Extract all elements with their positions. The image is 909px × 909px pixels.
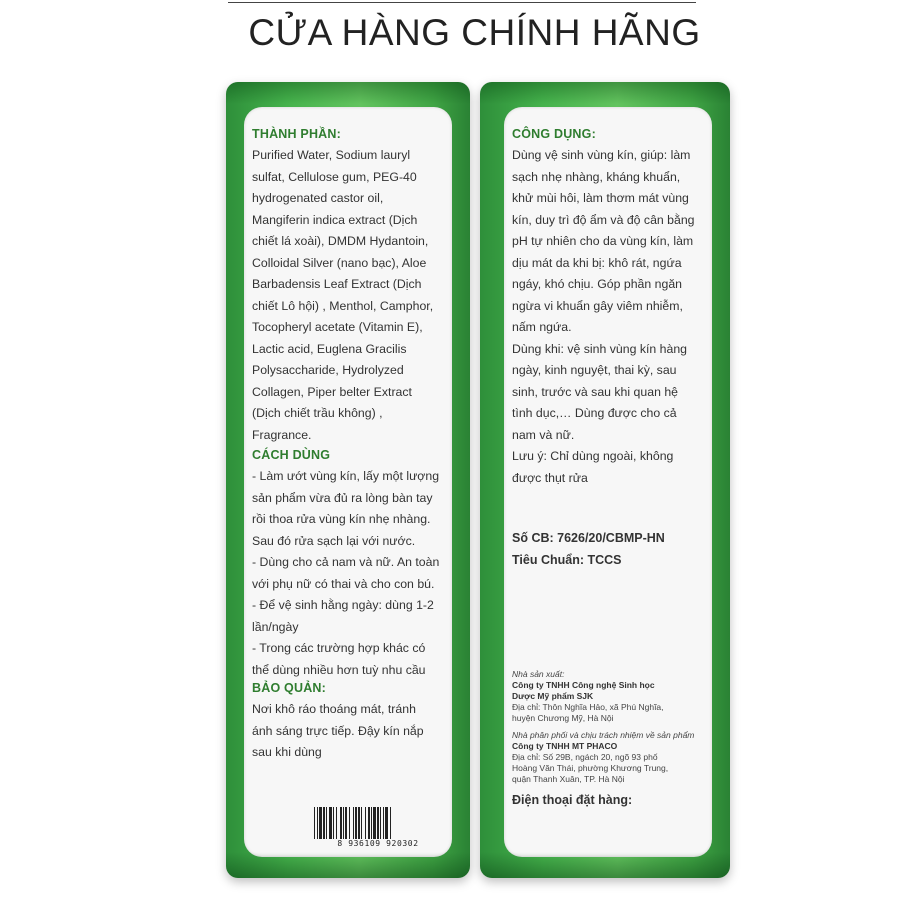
box-bottom-shade <box>226 852 470 878</box>
text-line: sulfat, Cellulose gum, PEG-40 <box>252 169 417 184</box>
text-line: Dùng vệ sinh vùng kín, giúp: làm <box>512 148 691 162</box>
text-line: tình dục,… Dùng được cho cả <box>512 406 677 420</box>
box-top-shade <box>226 82 470 104</box>
uses-title: CÔNG DỤNG: <box>512 127 596 141</box>
when-to-use-text <box>512 339 708 447</box>
distributor-name: Công ty TNHH MT PHACO <box>512 741 618 751</box>
text-line: sau khi dùng <box>252 745 322 759</box>
text-line: nấm ngứa. <box>512 320 572 334</box>
text-line: sạch nhẹ nhàng, kháng khuẩn, <box>512 169 681 184</box>
text-line: hydrogenated castor oil, <box>252 191 384 205</box>
uses-text <box>512 145 708 339</box>
text-line: ngày, kinh nguyệt, thai kỳ, sau <box>512 363 677 377</box>
text-line: thể dùng nhiều hơn tuỳ nhu cầu <box>252 662 426 677</box>
text-line: lần/ngày <box>252 619 299 634</box>
text-line: chiết Lô hội) , Menthol, Camphor, <box>252 298 434 313</box>
storage-title: BẢO QUẢN: <box>252 681 327 695</box>
text-line: rồi thoa rửa vùng kín nhẹ nhàng. <box>252 512 431 526</box>
product-box-left <box>226 82 470 878</box>
text-line: Purified Water, Sodium lauryl <box>252 148 411 162</box>
text-line: Tocopheryl acetate (Vitamin E), <box>252 320 423 334</box>
text-line: khử mùi hôi, làm thơm mát vùng <box>512 191 689 205</box>
text-line: Lactic acid, Euglena Gracilis <box>252 341 407 356</box>
manufacturer-address: huyện Chương Mỹ, Hà Nội <box>512 713 614 723</box>
text-line: Nơi khô ráo thoáng mát, tránh <box>252 702 416 716</box>
text-line: với phụ nữ có thai và cho con bú. <box>252 576 435 591</box>
text-line: kín, duy trì độ ẩm và độ cân bằng <box>512 212 695 227</box>
text-line: ngáy, khó chịu. Góp phần ngăn <box>512 277 683 291</box>
text-line: - Làm ướt vùng kín, lấy một lượng <box>252 469 440 483</box>
text-line: dịu mát da khi bị: khô rát, ngứa <box>512 255 682 270</box>
standard-code: Tiêu Chuẩn: TCCS <box>512 553 622 567</box>
text-line: Lưu ý: Chỉ dùng ngoài, không <box>512 449 674 463</box>
distributor-address: Hoàng Văn Thái, phường Khương Trung, <box>512 763 669 773</box>
text-line: (Dịch chiết trầu không) , <box>252 406 383 420</box>
label-panel-left <box>244 107 452 857</box>
order-phone-label: Điện thoại đặt hàng: <box>512 793 633 807</box>
barcode <box>312 807 444 851</box>
text-line: - Dùng cho cả nam và nữ. An toàn <box>252 555 440 569</box>
product-box-right <box>480 82 730 878</box>
text-line: Mangiferin indica extract (Dịch <box>252 212 418 227</box>
label-content-left <box>252 127 448 764</box>
text-line: - Để vệ sinh hằng ngày: dùng 1-2 <box>252 598 434 612</box>
registration-number: Số CB: 7626/20/CBMP-HN <box>512 531 665 545</box>
box-bottom-shade <box>480 852 730 878</box>
text-line: ánh sáng trực tiếp. Đậy kín nắp <box>252 723 424 738</box>
note-text <box>512 446 708 489</box>
text-line: Collagen, Piper belter Extract <box>252 384 412 399</box>
text-line: Colloidal Silver (nano bạc), Aloe <box>252 255 427 270</box>
usage-text <box>252 466 448 681</box>
label-panel-right <box>504 107 712 857</box>
text-line: Sau đó rửa sạch lại với nước. <box>252 533 416 548</box>
text-line: sinh, trước và sau khi quan hệ <box>512 384 678 399</box>
barcode-number: 8 936109 920302 <box>337 839 419 848</box>
manufacturer-name: Dược Mỹ phẩm SJK <box>512 691 594 701</box>
text-line: Polysaccharide, Hydrolyzed <box>252 363 404 377</box>
text-line: Barbadensis Leaf Extract (Dịch <box>252 277 422 291</box>
text-line: chiết lá xoài), DMDM Hydantoin, <box>252 234 429 248</box>
manufacturer-label: Nhà sản xuất: <box>512 669 565 679</box>
box-top-shade <box>480 82 730 104</box>
text-line: nam và nữ. <box>512 427 575 442</box>
page-title: CỬA HÀNG CHÍNH HÃNG <box>248 12 701 53</box>
text-line: Dùng khi: vệ sinh vùng kín hàng <box>512 341 688 356</box>
distributor-label: Nhà phân phối và chịu trách nhiệm về sản phẩm <box>512 730 695 740</box>
usage-title: CÁCH DÙNG <box>252 448 331 462</box>
barcode-bars <box>312 807 444 839</box>
text-line: Fragrance. <box>252 427 312 442</box>
top-divider <box>228 2 696 3</box>
ingredients-text <box>252 145 448 446</box>
distributor-address: Địa chỉ: Số 29B, ngách 20, ngõ 93 phố <box>512 752 658 762</box>
storage-text <box>252 699 448 764</box>
manufacturer-address: Địa chỉ: Thôn Nghĩa Hảo, xã Phú Nghĩa, <box>512 702 664 712</box>
label-content-right <box>512 127 708 807</box>
distributor-address: quận Thanh Xuân, TP. Hà Nội <box>512 774 625 784</box>
text-line: sản phẩm vừa đủ ra lòng bàn tay <box>252 490 433 505</box>
text-line: - Trong các trường hợp khác có <box>252 641 426 655</box>
text-line: pH tự nhiên cho da vùng kín, làm <box>512 234 694 248</box>
text-line: được thụt rửa <box>512 470 588 485</box>
text-line: ngừa vi khuẩn gây viêm nhiễm, <box>512 298 683 313</box>
ingredients-title: THÀNH PHẦN: <box>252 127 341 141</box>
manufacturer-name: Công ty TNHH Công nghệ Sinh học <box>512 680 655 690</box>
